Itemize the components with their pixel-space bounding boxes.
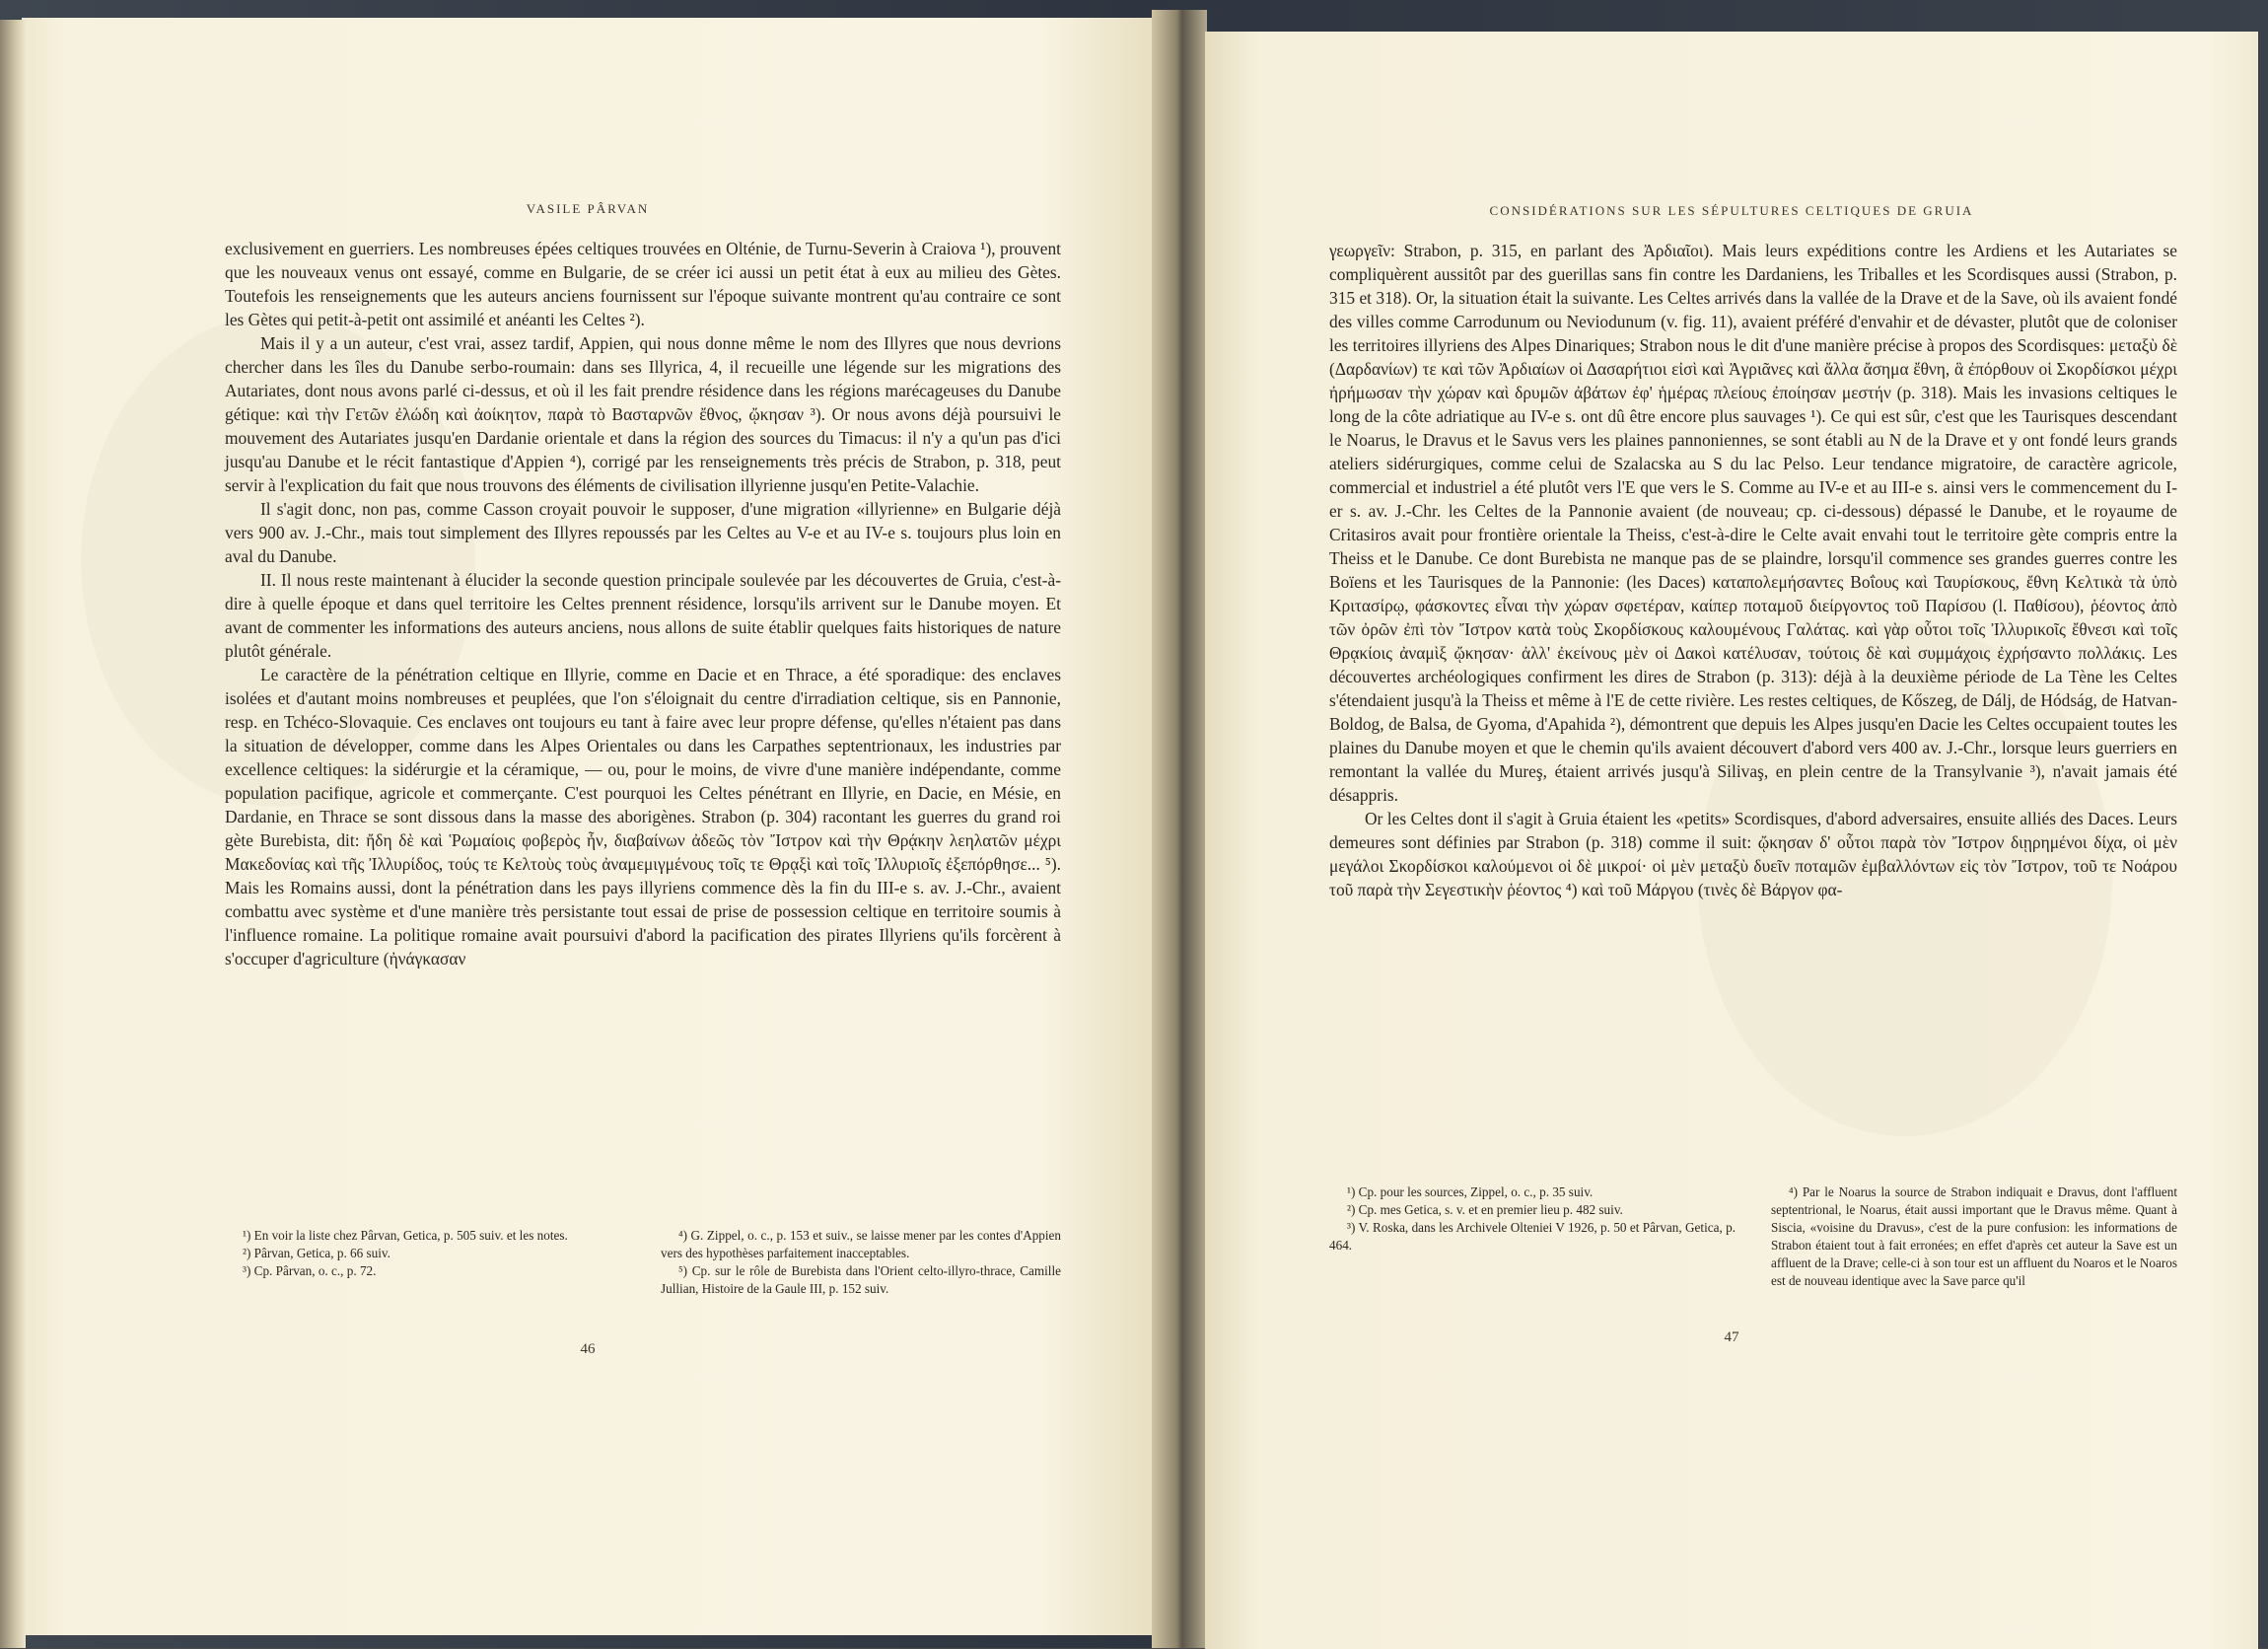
paragraph: Or les Celtes dont il s'agit à Gruia étaient les «petits» Scordisques, d'abord adversaires, ensuite alliés des Daces. Leurs demeures sont définies par Strabon (p. 318) comme il suit: ᾤκησαν δ' οὗτοι παρὰ τὸν Ἴστρον διῃρημένοι δίχα, οἱ μὲν μεγάλοι Σκορδίσκοι καλούμενοι οἱ δὲ μικροί· οἱ μὲν μεταξὺ δυεῖν ποταμῶν ἐμβαλλόντων εἰς τὸν Ἴστρον, τοῦ τε Νοάρου τοῦ παρὰ τὴν Σεγεστικὴν ῥέοντος ⁴) καὶ τοῦ Μάργου (τινὲς δὲ Βάργον φα- xyxy=(1329,809,2177,899)
footnote: ⁵) Cp. sur le rôle de Burebista dans l'Orient celto-illyro-thrace, Camille Jullian, Histoire de la Gaule III, p. 152 suiv. xyxy=(661,1263,1061,1296)
footnote: ²) Pârvan, Getica, p. 66 suiv. xyxy=(243,1246,390,1260)
paragraph: Mais il y a un auteur, c'est vrai, assez tardif, Appien, qui nous donne même le nom des Illyres que nous devrions chercher dans les îles du Danube serbo-roumain: dans ses Illyrica, 4, il recueille une légende sur les migrations des Autariates, dont nous avons parlé ci-dessus, et où il les fait prendre résidence dans les régions marécageuses du Danube gétique: καὶ τὴν Γετῶν ἐλώδη καὶ ἀοίκητον, παρὰ τὸ Βασταρνῶν ἔθνος, ᾤκησαν ³). Or nous avons déjà poursuivi le mouvement des Autariates jusqu'en Dardanie orientale et dans la région des sources du Timacus: il n'y a qu'un pas d'ici jusqu'au Danube et le récit fantastique d'Appien ⁴), corrigé par les renseignements très précis de Strabon, p. 318, peut servir à l'explication du fait que nous trouvons des éléments de civilisation illyrienne jusqu'en Petite-Valachie. xyxy=(225,333,1061,495)
footnote: ³) V. Roska, dans les Archivele Olteniei V 1926, p. 50 et Pârvan, Getica, p. 464. xyxy=(1329,1220,1736,1253)
right-running-head: CONSIDÉRATIONS SUR LES SÉPULTURES CELTIQUES DE GRUIA xyxy=(1489,203,1974,218)
book-edge xyxy=(0,20,26,1648)
right-page xyxy=(1205,32,2258,1649)
footnote: ³) Cp. Pârvan, o. c., p. 72. xyxy=(243,1263,377,1278)
footnote: ¹) En voir la liste chez Pârvan, Getica, p. 505 suiv. et les notes. xyxy=(243,1228,568,1243)
left-page xyxy=(22,18,1154,1635)
left-body-text xyxy=(225,237,1061,970)
right-footnotes xyxy=(1329,1183,2177,1290)
footnote: ⁴) G. Zippel, o. c., p. 153 et suiv., se laisse mener par les contes d'Appien vers des hypothèses parfaitement inacceptables. xyxy=(661,1228,1061,1260)
paragraph: Le caractère de la pénétration celtique en Illyrie, comme en Dacie et en Thrace, a été sporadique: des enclaves isolées et d'autant moins nombreuses et peuplées, que l'on s'éloignait du centre d'irradiation celtique, sis en Pannonie, resp. en Tchéco-Slovaquie. Ces enclaves ont toujours eu tant à faire avec leur propre défense, qu'elles n'étaient pas dans la situation de développer, comme dans les Alpes Orientales ou dans les Carpathes septentrionaux, les industries par excellence celtiques: la sidérurgie et la céramique, — ou, pour le moins, de vivre d'une manière indépendante, comme population pacifique, agricole et commerçante. C'est pourquoi les Celtes pénétrant en Illyrie, en Dacie, en Mésie, en Dardanie, en Thrace se sont dissous dans la masse des aborigènes. Strabon (p. 304) racontant les guerres du grand roi gète Burebista, dit: ἤδη δὲ καὶ Ῥωμαίοις φοβερὸς ἦν, διαβαίνων ἀδεῶς τὸν Ἴστρον καὶ τὴν Θρᾴκην λεηλατῶν μέχρι Μακεδονίας καὶ τῆς Ἰλλυρίδος, τούς τε Κελτοὺς τοὺς ἀναμεμιγμένους τοῖς τε Θρᾳξὶ καὶ τοῖς Ἰλλυριοῖς ἐξεπόρθησε... ⁵). Mais les Romains aussi, dont la pénétration dans les pays illyriens commence dès la fin du III-e s. av. J.-Chr., avaient combattu avec système et d'une manière très persistante tout essai de prise de possession celtique en territoire soumis à l'influence romaine. La politique romaine avait poursuivi d'abord la pacification des pirates Illyriens qu'ils forcèrent à s'occuper d'agriculture (ἠνάγκασαν xyxy=(225,665,1061,968)
paragraph: II. Il nous reste maintenant à élucider la seconde question principale soulevée par les découvertes de Gruia, c'est-à-dire à quelle époque et dans quel territoire les Celtes prennent résidence, lorsqu'ils arrivent sur le Danube moyen. Et avant de commenter les informations des auteurs anciens, nous allons de suite établir quelques faits historiques de nature plutôt générale. xyxy=(225,570,1061,661)
right-page-number: 47 xyxy=(1724,1329,1739,1345)
footnote: ¹) Cp. pour les sources, Zippel, o. c., p. 35 suiv. xyxy=(1347,1184,1594,1199)
footnote: ⁴) Par le Noarus la source de Strabon indiquait e Dravus, dont l'affluent septentrional, le Noarus, était aussi important que le Dravus même. Quant à Siscia, «voisine du Dravus», c'est de la pure confusion: les informations de Strabon étaient tout à fait erronées; en effet d'après cet auteur la Save est un affluent de la Drave; celle-ci à son tour est un affluent du Noaros et le Noaros est de nouveau identique avec la Save parce qu'il xyxy=(1771,1184,2177,1288)
left-running-head: VASILE PÂRVAN xyxy=(526,201,650,216)
book-gutter xyxy=(1152,10,1207,1648)
footnote: ²) Cp. mes Getica, s. v. et en premier lieu p. 482 suiv. xyxy=(1347,1202,1623,1217)
paragraph: γεωργεῖν: Strabon, p. 315, en parlant des Ἀρδιαῖοι). Mais leurs expéditions contre les Ardiens et les Autariates se compliquèrent aussitôt par des guerillas sans fin contre les Dardaniens, les Triballes et les Scordisques aussi (Strabon, p. 315 et 318). Or, la situation était la suivante. Les Celtes arrivés dans la vallée de la Drave et de la Save, où ils avaient fondé des villes comme Carrodunum ou Neviodunum (v. fig. 11), avaient préféré d'envahir et de dévaster, plutôt que de coloniser les territoires illyriens des Alpes Dinariques; Strabon nous le dit d'une manière précise à propos des Scordisques: μεταξὺ δὲ (Δαρδανίων) τε καὶ τῶν Ἀρδιαίων οἱ Δασαρήτιοι εἰσὶ καὶ Ἀγριᾶνες καὶ ἄλλα ἄσημα ἔθνη, ἃ ἐπόρθουν οἱ Σκορδίσκοι μέχρι ἠρήμωσαν τὴν χώραν καὶ δρυμῶν ἀβάτων ἐφ' ἡμέρας πλείους ἐποίησαν μεστήν (p. 318). Mais les invasions celtiques le long de la côte adriatique au IV-e s. ont dû être encore plus sauvages ¹). Ce qui est sûr, c'est que les Taurisques descendant le Noarus, le Dravus et le Savus vers les plaines pannoniennes, se sont établi au N de la Drave et y ont fondé leurs grands ateliers sidérurgiques, comme celui de Szalacska au S du lac Pelso. Leur tendance migratoire, de caractère agricole, commercial et industriel a été plutôt vers l'E que vers le S. Comme au IV-e et au III-e s. ainsi vers le commencement du I-er s. av. J.-Chr. les Celtes de la Pannonie avaient (de nouveau; cp. ci-dessous) dépassé le Danube, et le royaume de Critasiros avait pour frontière orientale la Theiss, c'est-à-dire le Celte avait envahi tout le territoire gète compris entre la Theiss et le Danube. Ce dont Burebista ne manque pas de se plaindre, lorsqu'il commence ses grandes guerres contre les Boïens et les Taurisques de la Pannonie: (les Daces) καταπολεμήσαντες Βοΐους καὶ Ταυρίσκους, ἔθνη Κελτικὰ τὰ ὑπὸ Κριτασίρῳ, φάσκοντες εἶναι τὴν χώραν σφετέραν, καίπερ ποταμοῦ διείργοντος τοῦ Παρίσου (l. Παθίσου), ῥέοντος ἀπὸ τῶν ὀρῶν ἐπὶ τὸν Ἴστρον κατὰ τοὺς Σκορδίσκους καλουμένους Γαλάτας. καὶ γὰρ οὗτοι τοῖς Ἰλλυρικοῖς ἔθνεσι καὶ τοῖς Θρᾳκίοις ἀναμὶξ ᾤκησαν· ἀλλ' ἐκείνους μὲν οἱ Δακοὶ κατέλυσαν, τούτοις δὲ καὶ συμμάχοις ἐχρήσαντο πολλάκις. Les découvertes archéologiques confirment les dires de Strabon (p. 313): déjà à la deuxième période de La Tène les Celtes s'étendaient jusqu'à la Theiss et même à l'E de cette rivière. Les restes celtiques, de Kőszeg, de Dálj, de Hódság, de Hatvan-Boldog, de Balsa, de Gyoma, d'Apahida ²), démontrent que depuis les Alpes jusqu'en Dacie les Celtes occupaient toutes les plaines du Danube moyen et que le chemin qu'ils avaient découvert d'abord vers 400 av. J.-Chr., lorsque leurs guerriers en remontant la vallée du Mureş, étaient arrivés jusqu'à Silivaş, en plein centre de la Transylvanie ³), n'avait jamais été désappris. xyxy=(1329,241,2177,805)
right-body-text xyxy=(1329,239,2177,901)
paragraph: exclusivement en guerriers. Les nombreuses épées celtiques trouvées en Olténie, de Turnu-Severin à Craiova ¹), prouvent que les nouveaux venus ont essayé, comme en Bulgarie, de se créer ici aussi un petit état à eux au milieu des Gètes. Toutefois les renseignements que les auteurs anciens fournissent sur l'époque suivante montrent qu'au contraire ce sont les Gètes qui petit-à-petit ont assimilé et anéanti les Celtes ²). xyxy=(225,239,1061,329)
left-page-number: 46 xyxy=(580,1341,596,1357)
paragraph: Il s'agit donc, non pas, comme Casson croyait pouvoir le supposer, d'une migration «illyrienne» en Bulgarie déjà vers 900 av. J.-Chr., mais tout simplement des Illyres repoussés par les Celtes au V-e et au IV-e s. toujours plus loin en aval du Danube. xyxy=(225,499,1061,566)
left-footnotes xyxy=(225,1227,1061,1298)
